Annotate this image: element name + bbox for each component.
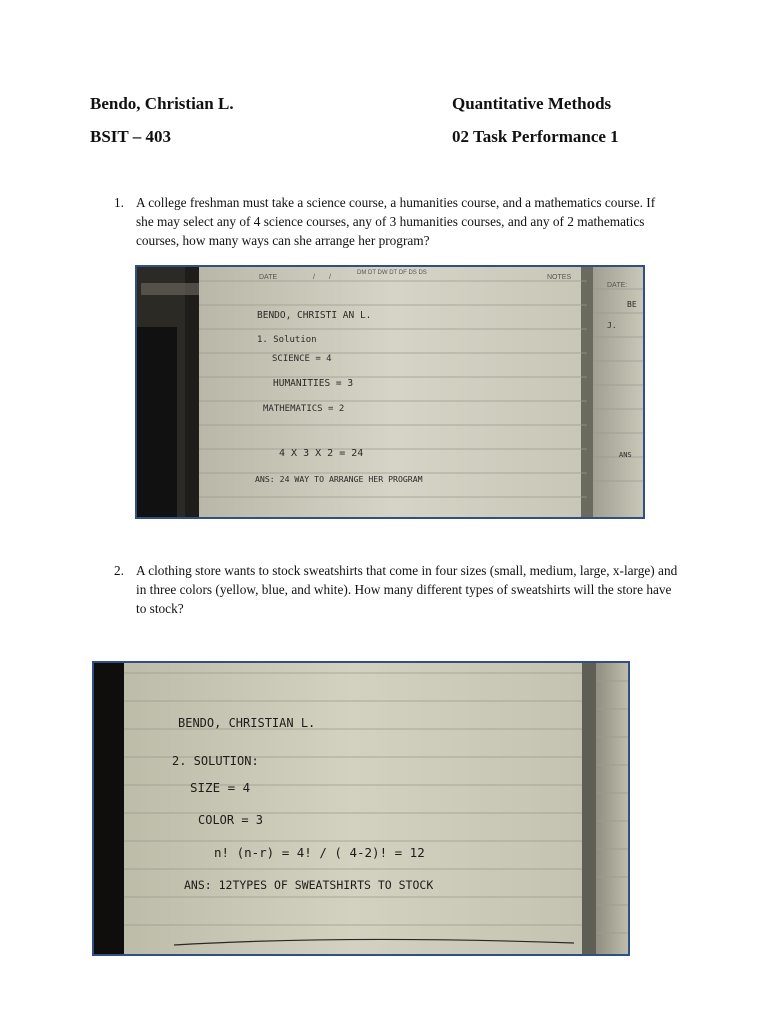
question-1-number: 1. (114, 195, 124, 210)
photo1-right-line-3: ANS (619, 451, 632, 459)
notebook-photo-1 (137, 267, 643, 517)
photo1-line-name: BENDO, CHRISTI AN L. (257, 310, 372, 321)
question-2-text: A clothing store wants to stock sweatshirts that come in four sizes (small, medium, large, x-large) and in three colors (yellow, blue, and white). How many different types of sweatshirts will the store have to stock? (136, 563, 678, 616)
task-title: 02 Task Performance 1 (452, 127, 619, 146)
answer-photo-1 (135, 265, 645, 519)
photo1-line-solution: 1. Solution (257, 335, 317, 345)
printed-date-right: DATE: (607, 282, 628, 289)
photo1-right-line-1: BE (627, 300, 637, 309)
photo2-line-size: SIZE = 4 (190, 780, 251, 795)
photo2-line-color: COLOR = 3 (198, 813, 264, 827)
notebook-photo-2 (94, 663, 628, 954)
question-2-number: 2. (114, 563, 124, 578)
photo1-line-computation: 4 X 3 X 2 = 24 (279, 448, 364, 459)
question-1 (114, 193, 676, 250)
printed-slash-1: / (313, 274, 315, 281)
question-1-text: A college freshman must take a science course, a humanities course, and a mathematics course. If she may select any of 4 science courses, any of 3 humanities courses, and any of 2 mathematics courses, how many ways can she arrange her program? (136, 195, 656, 248)
photo2-line-name: BENDO, CHRISTIAN L. (178, 716, 316, 730)
printed-weekdays: DM DT DW DT DF DS DS (357, 270, 427, 276)
photo1-line-humanities: HUMANITIES = 3 (273, 378, 354, 389)
question-2 (114, 561, 682, 618)
photo2-line-solution: 2. SOLUTION: (172, 754, 259, 768)
photo1-right-line-2: J. (607, 321, 617, 330)
photo1-line-answer: ANS: 24 WAY TO ARRANGE HER PROGRAM (255, 474, 423, 484)
photo2-line-formula: n! (n-r) = 4! / ( 4-2)! = 12 (214, 845, 425, 860)
printed-slash-2: / (329, 274, 331, 281)
printed-notes-label: NOTES (547, 274, 572, 281)
photo1-line-science: SCIENCE = 4 (272, 354, 332, 364)
student-section: BSIT – 403 (90, 127, 171, 146)
photo1-line-mathematics: MATHEMATICS = 2 (263, 404, 345, 414)
subject-title: Quantitative Methods (452, 94, 612, 113)
student-name: Bendo, Christian L. (90, 94, 234, 113)
answer-photo-2 (92, 661, 630, 956)
printed-date-label: DATE (259, 274, 278, 281)
photo2-line-answer: ANS: 12TYPES OF SWEATSHIRTS TO STOCK (184, 878, 434, 892)
